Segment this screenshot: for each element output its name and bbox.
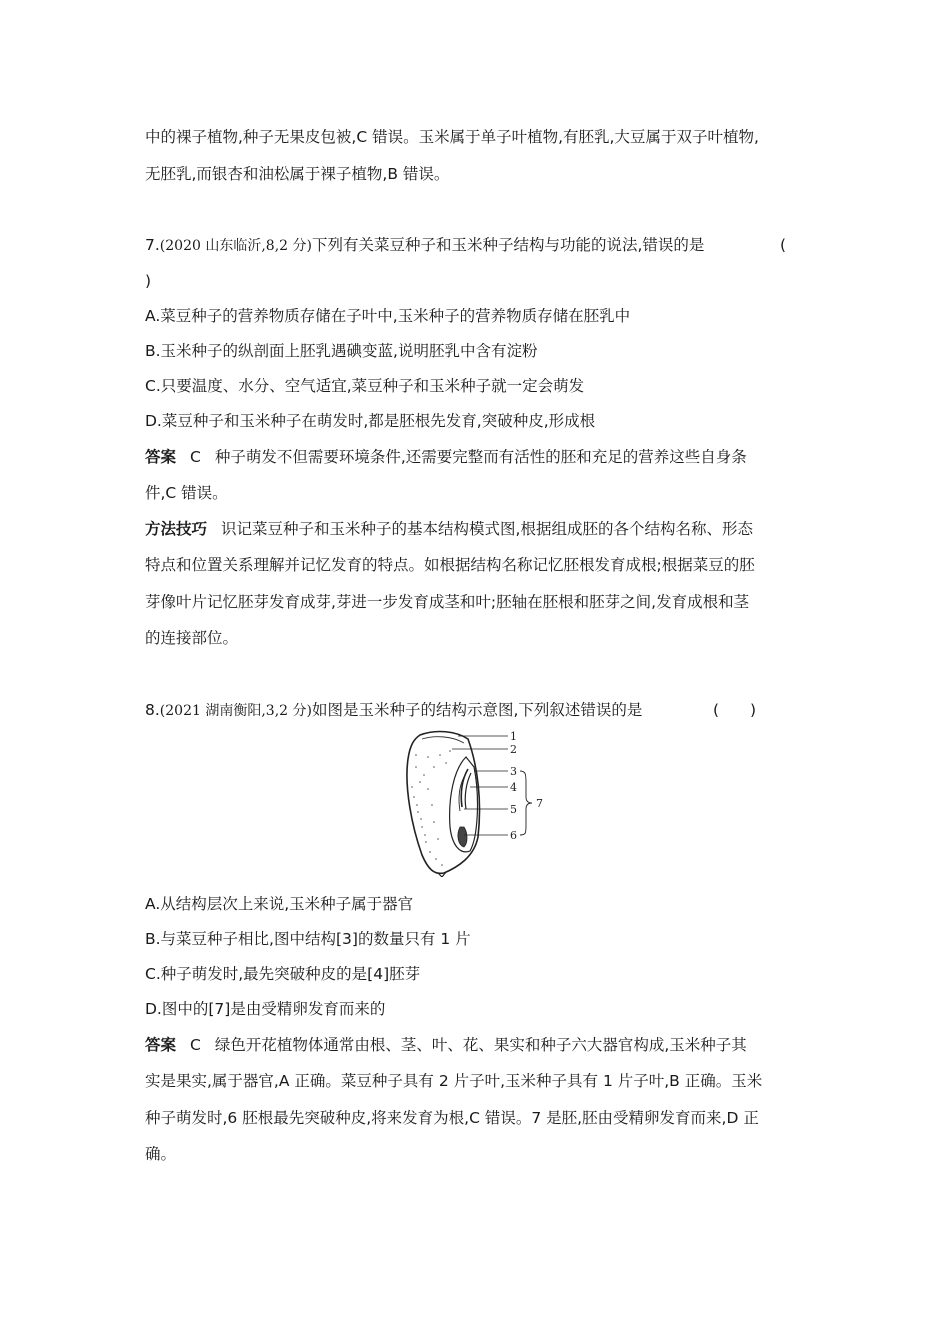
q7-option-b: B.玉米种子的纵剖面上胚乳遇碘变蓝,说明胚乳中含有淀粉	[145, 342, 538, 360]
q7-option-c: C.只要温度、水分、空气适宜,菜豆种子和玉米种子就一定会萌发	[145, 377, 585, 395]
label-1: 1	[510, 730, 517, 743]
q8-answer-line-3: 种子萌发时,6 胚根最先突破种皮,将来发育为根,C 错误。7 是胚,胚由受精卵发育而来,D 正	[145, 1109, 759, 1127]
q8-option-c: C.种子萌发时,最先突破种皮的是[4]胚芽	[145, 965, 421, 983]
question-7-stem	[145, 235, 815, 256]
question-text: 下列有关菜豆种子和玉米种子结构与功能的说法,错误的是	[311, 236, 705, 254]
answer-choice: C	[190, 1036, 201, 1054]
answer-label: 答案	[145, 448, 177, 466]
question-source: (2020 山东临沂,8,2 分)	[159, 238, 312, 254]
q8-answer-line-2: 实是果实,属于器官,A 正确。菜豆种子具有 2 片子叶,玉米种子具有 1 片子叶,B 正确。玉米	[145, 1072, 763, 1090]
q7-tip-line-3: 芽像叶片记忆胚芽发育成芽,芽进一步发育成茎和叶;胚轴在胚根和胚芽之间,发育成根和茎	[145, 593, 750, 611]
q8-answer-line-1	[145, 1035, 815, 1055]
question-text: 如图是玉米种子的结构示意图,下列叙述错误的是	[311, 701, 643, 719]
q8-option-b: B.与菜豆种子相比,图中结构[3]的数量只有 1 片	[145, 930, 471, 948]
answer-paren-close: )	[145, 272, 152, 290]
prev-answer-line-2: 无胚乳,而银杏和油松属于裸子植物,B 错误。	[145, 165, 450, 183]
answer-choice: C	[190, 448, 201, 466]
q7-tip-line-1	[145, 519, 815, 539]
question-source: (2021 湖南衡阳,3,2 分)	[159, 703, 312, 719]
answer-explanation: 种子萌发不但需要环境条件,还需要完整而有活性的胚和充足的营养这些自身条	[214, 448, 747, 466]
answer-explanation: 绿色开花植物体通常由根、茎、叶、花、果实和种子六大器官构成,玉米种子其	[214, 1036, 747, 1054]
q8-answer-line-4: 确。	[145, 1145, 177, 1163]
answer-paren-open: (	[780, 236, 787, 254]
question-8-stem	[145, 700, 815, 721]
question-number: 8.	[145, 701, 160, 719]
tip-text: 识记菜豆种子和玉米种子的基本结构模式图,根据组成胚的各个结构名称、形态	[221, 520, 753, 538]
label-4: 4	[510, 781, 517, 794]
corn-seed-diagram	[398, 727, 558, 877]
prev-answer-line-1: 中的裸子植物,种子无果皮包被,C 错误。玉米属于单子叶植物,有胚乳,大豆属于双子叶植物,	[145, 128, 759, 146]
label-2: 2	[510, 743, 517, 756]
q7-tip-line-4: 的连接部位。	[145, 629, 239, 647]
label-7: 7	[536, 797, 543, 810]
answer-paren: ( )	[713, 701, 757, 719]
q7-answer-line-1	[145, 447, 815, 467]
q7-answer-line-2: 件,C 错误。	[145, 484, 228, 502]
answer-label: 答案	[145, 1036, 177, 1054]
label-6: 6	[510, 829, 517, 842]
label-5: 5	[510, 803, 517, 816]
q7-option-a: A.菜豆种子的营养物质存储在子叶中,玉米种子的营养物质存储在胚乳中	[145, 307, 631, 325]
tip-label: 方法技巧	[145, 520, 208, 538]
question-number: 7.	[145, 236, 160, 254]
q7-tip-line-2: 特点和位置关系理解并记忆发育的特点。如根据结构名称记忆胚根发育成根;根据菜豆的胚	[145, 556, 755, 574]
label-3: 3	[510, 765, 517, 778]
q7-option-d: D.菜豆种子和玉米种子在萌发时,都是胚根先发育,突破种皮,形成根	[145, 412, 596, 430]
q8-option-a: A.从结构层次上来说,玉米种子属于器官	[145, 895, 414, 913]
q8-option-d: D.图中的[7]是由受精卵发育而来的	[145, 1000, 386, 1018]
